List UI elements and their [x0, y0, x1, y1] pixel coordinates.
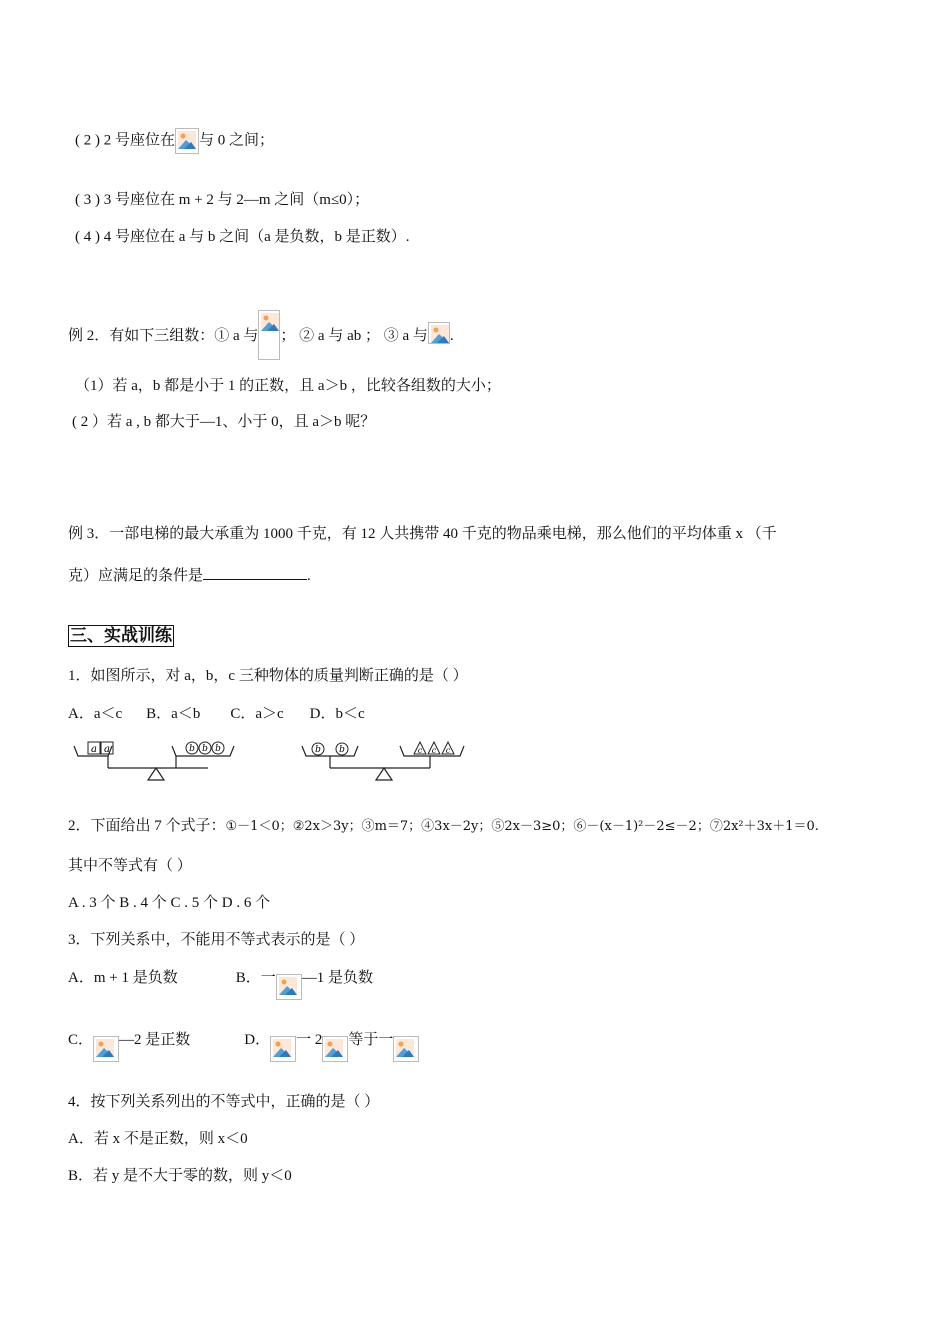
- question-4-option-a: A．若 x 不是正数，则 x＜0: [68, 1131, 248, 1147]
- svg-text:c: c: [431, 746, 437, 755]
- example-2-sub-1: （1）若 a，b 都是小于 1 的正数，且 a＞b ，比较各组数的大小；: [75, 378, 501, 394]
- broken-image-icon: [258, 310, 280, 360]
- example-3-line-1: 例 3．一部电梯的最大承重为 1000 千克，有 12 人共携带 40 千克的物品乘电梯，那么他们的平均体重 x （千: [68, 526, 777, 542]
- mass-b-ball: [212, 742, 224, 754]
- mass-c-cone: [442, 742, 454, 755]
- example-2-intro: 例 2．有如下三组数：① a 与 ； ② a 与 ab ； ③ a 与 .: [68, 310, 454, 360]
- question-3-row-cd: C． —2 是正数 D． 一 2 等于一: [68, 1030, 419, 1062]
- mass-b-ball: [336, 743, 348, 755]
- broken-image-icon: [175, 128, 199, 154]
- item-seat-4: ( 4 ) 4 号座位在 a 与 b 之间（a 是负数，b 是正数）.: [75, 229, 410, 245]
- question-1-stem: 1．如图所示，对 a，b，c 三种物体的质量判断正确的是（ ）: [68, 668, 468, 684]
- question-3-row-ab: A．m + 1 是负数 B．一 —1 是负数: [68, 968, 373, 1000]
- svg-text:b: b: [215, 744, 221, 754]
- svg-text:c: c: [417, 746, 423, 755]
- item-seat-3: ( 3 ) 3 号座位在 m + 2 与 2—m 之间（m≤0）；: [75, 192, 370, 208]
- section-heading: 三、实战训练: [70, 626, 172, 646]
- mass-b-ball: [199, 742, 211, 754]
- question-1-options: A．a＜c B．a＜b C．a＞c D．b＜c: [68, 706, 365, 722]
- item-seat-2: ( 2 ) 2 号座位在 与 0 之间；: [75, 128, 274, 154]
- mass-b-ball: [186, 742, 198, 754]
- svg-text:b: b: [315, 745, 321, 755]
- broken-image-icon: [428, 322, 450, 344]
- formula-list: ①－1＜0；②2x＞3y；③m＝7；④3x－2y；⑤2x－3≥0；⑥－(x－1)²－2≤－2；⑦2x²＋3x＋1＝0.: [225, 819, 819, 834]
- svg-text:b: b: [189, 744, 195, 754]
- svg-text:a: a: [104, 744, 110, 755]
- question-4-option-b: B．若 y 是不大于零的数，则 y＜0: [68, 1168, 292, 1184]
- example-2-sub-2: ( 2 ）若 a , b 都大于—1、小于 0，且 a＞b 呢？: [72, 414, 376, 430]
- example-3-line-2: 克）应满足的条件是 .: [68, 565, 311, 586]
- question-2-line-2: 其中不等式有（ ）: [68, 858, 192, 874]
- svg-text:c: c: [445, 746, 451, 755]
- question-2-stem: 2．下面给出 7 个式子：①－1＜0；②2x＞3y；③m＝7；④3x－2y；⑤2x－3≥0；⑥－(x－1)²－2≤－2；⑦2x²＋3x＋1＝0.: [68, 818, 819, 834]
- broken-image-icon: [270, 1036, 296, 1062]
- broken-image-icon: [93, 1036, 119, 1062]
- broken-image-icon: [276, 974, 302, 1000]
- question-2-options: A . 3 个 B . 4 个 C . 5 个 D . 6 个: [68, 895, 271, 911]
- balance-scale-right: [300, 736, 470, 786]
- balance-scale-left: [72, 736, 242, 786]
- svg-text:a: a: [91, 744, 97, 755]
- svg-text:b: b: [339, 745, 345, 755]
- question-3-stem: 3．下列关系中，不能用不等式表示的是（ ）: [68, 932, 365, 948]
- broken-image-icon: [322, 1036, 348, 1062]
- answer-blank: [203, 565, 307, 580]
- question-4-stem: 4．按下列关系列出的不等式中，正确的是（ ）: [68, 1094, 380, 1110]
- broken-image-icon: [393, 1036, 419, 1062]
- mass-b-ball: [312, 743, 324, 755]
- svg-text:b: b: [202, 744, 208, 754]
- mass-c-cone: [428, 742, 440, 755]
- mass-c-cone: [414, 742, 426, 755]
- mass-a-box: [88, 742, 100, 755]
